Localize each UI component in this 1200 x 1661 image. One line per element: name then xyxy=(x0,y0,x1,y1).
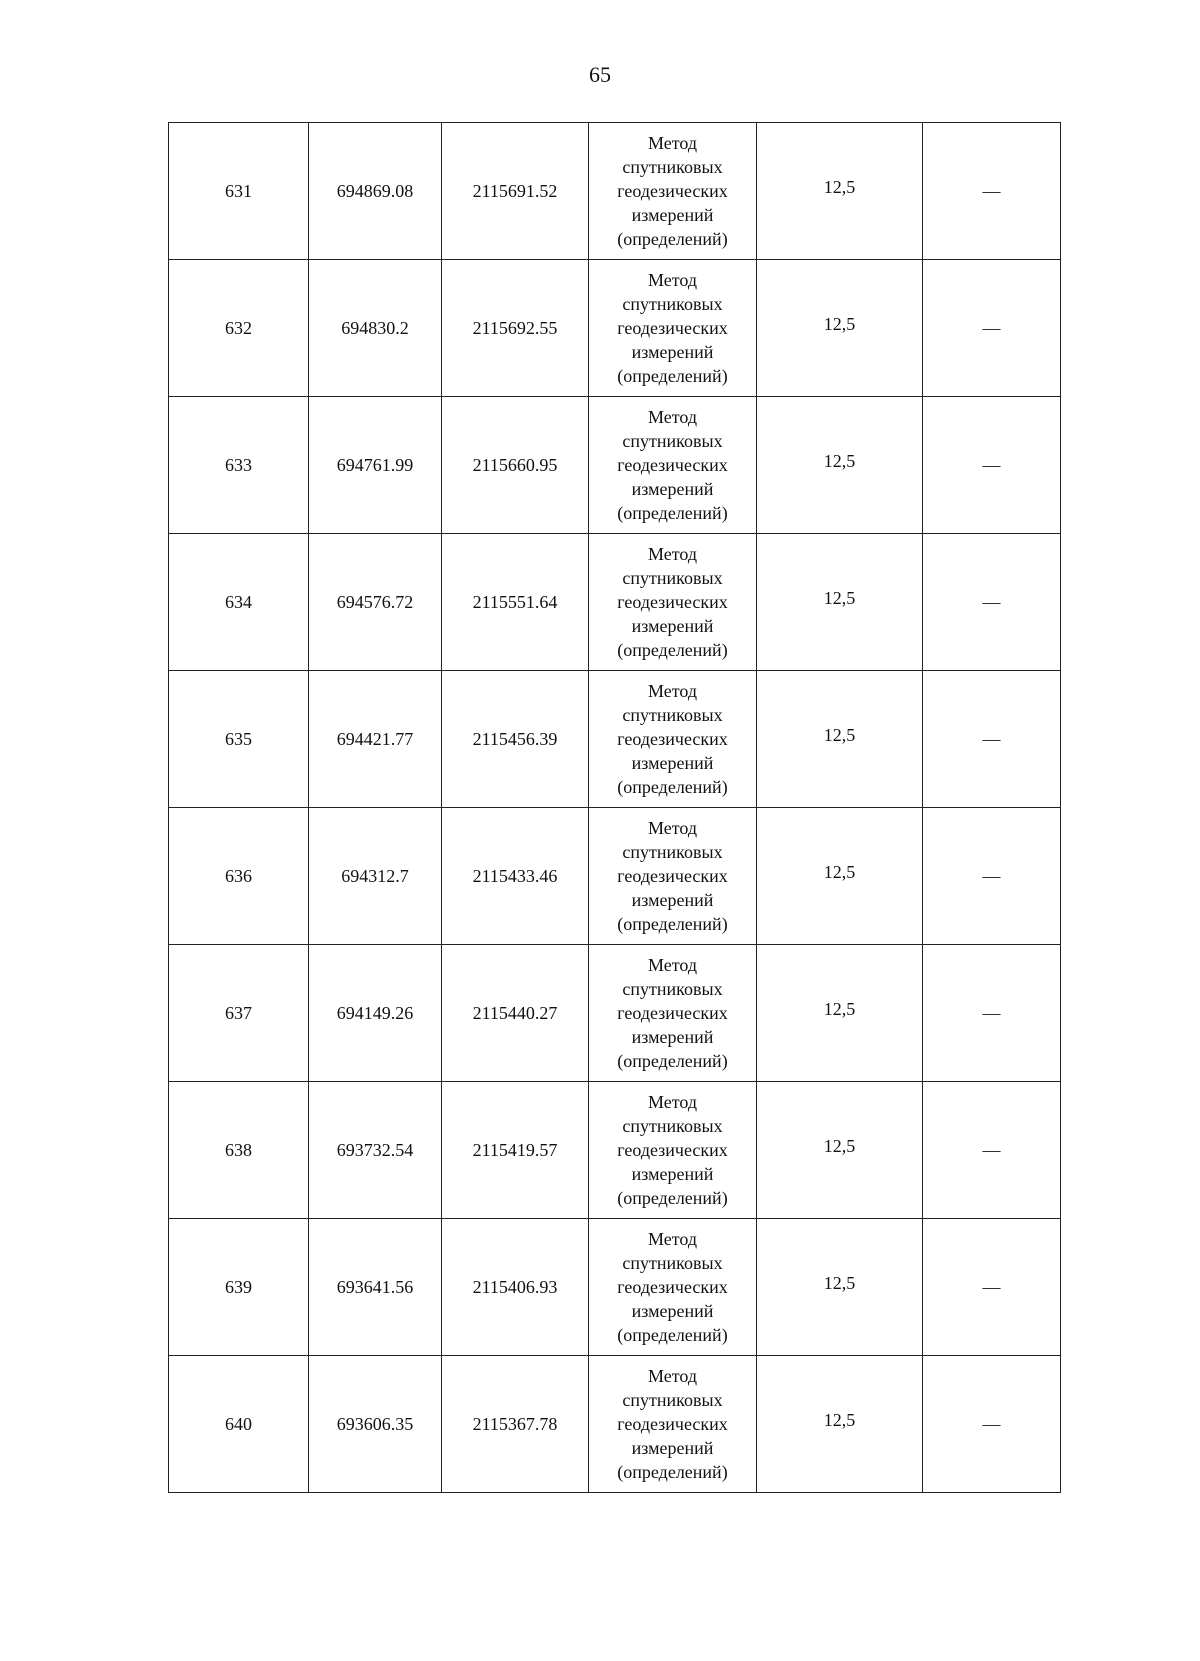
method-line: спутниковых xyxy=(622,294,723,314)
description-cell xyxy=(923,945,1061,1082)
method-line: Метод xyxy=(647,818,698,838)
accuracy-value: 12,5 xyxy=(823,1272,856,1293)
method-line: спутниковых xyxy=(622,842,723,862)
point-number-cell: 637 xyxy=(169,945,309,1082)
method-line: спутниковых xyxy=(622,1253,723,1273)
method-line: измерений xyxy=(631,753,714,773)
method-line: Метод xyxy=(647,1366,698,1386)
accuracy-value: 12,5 xyxy=(823,1135,856,1156)
x-coordinate-cell: 693732.54 xyxy=(309,1082,442,1219)
method-line: (определений) xyxy=(617,229,728,249)
method-line: измерений xyxy=(631,1301,714,1321)
point-number-cell: 635 xyxy=(169,671,309,808)
method-line: (определений) xyxy=(617,1051,728,1071)
method-line: геодезических xyxy=(617,1003,728,1023)
y-coordinate-cell: 2115440.27 xyxy=(442,945,589,1082)
method-line: Метод xyxy=(647,681,698,701)
dash-mark: — xyxy=(982,454,1001,475)
method-line: Метод xyxy=(647,133,698,153)
method-cell xyxy=(589,534,757,671)
y-coordinate-cell: 2115367.78 xyxy=(442,1356,589,1493)
method-line: Метод xyxy=(647,407,698,427)
x-coordinate-cell: 694761.99 xyxy=(309,397,442,534)
method-line: геодезических xyxy=(617,1277,728,1297)
method-line: измерений xyxy=(631,342,714,362)
accuracy-cell xyxy=(757,1219,923,1356)
method-line: измерений xyxy=(631,205,714,225)
method-line: спутниковых xyxy=(622,705,723,725)
table-row xyxy=(169,1219,1061,1356)
method-line: геодезических xyxy=(617,318,728,338)
method-line: измерений xyxy=(631,616,714,636)
y-coordinate-cell: 2115551.64 xyxy=(442,534,589,671)
method-cell xyxy=(589,808,757,945)
accuracy-value: 12,5 xyxy=(823,313,856,334)
accuracy-value: 12,5 xyxy=(823,861,856,882)
method-line: Метод xyxy=(647,544,698,564)
dash-mark: — xyxy=(982,1139,1001,1160)
x-coordinate-cell: 693641.56 xyxy=(309,1219,442,1356)
description-cell xyxy=(923,260,1061,397)
method-line: спутниковых xyxy=(622,431,723,451)
accuracy-value: 12,5 xyxy=(823,587,856,608)
description-cell xyxy=(923,808,1061,945)
accuracy-cell xyxy=(757,397,923,534)
method-line: измерений xyxy=(631,1027,714,1047)
y-coordinate-cell: 2115406.93 xyxy=(442,1219,589,1356)
method-line: измерений xyxy=(631,890,714,910)
method-cell xyxy=(589,397,757,534)
method-line: (определений) xyxy=(617,777,728,797)
method-line: Метод xyxy=(647,270,698,290)
method-cell xyxy=(589,1219,757,1356)
accuracy-cell xyxy=(757,1082,923,1219)
method-line: измерений xyxy=(631,1438,714,1458)
description-cell xyxy=(923,534,1061,671)
dash-mark: — xyxy=(982,591,1001,612)
method-line: измерений xyxy=(631,1164,714,1184)
point-number-cell: 640 xyxy=(169,1356,309,1493)
accuracy-value: 12,5 xyxy=(823,176,856,197)
accuracy-cell xyxy=(757,945,923,1082)
method-cell xyxy=(589,1356,757,1493)
table-row xyxy=(169,534,1061,671)
method-line: спутниковых xyxy=(622,1390,723,1410)
dash-mark: — xyxy=(982,865,1001,886)
method-line: геодезических xyxy=(617,181,728,201)
description-cell xyxy=(923,1219,1061,1356)
method-line: измерений xyxy=(631,479,714,499)
method-line: геодезических xyxy=(617,592,728,612)
coordinates-table xyxy=(168,122,1061,1493)
point-number-cell: 634 xyxy=(169,534,309,671)
method-cell xyxy=(589,671,757,808)
x-coordinate-cell: 694576.72 xyxy=(309,534,442,671)
method-line: (определений) xyxy=(617,914,728,934)
y-coordinate-cell: 2115691.52 xyxy=(442,123,589,260)
accuracy-value: 12,5 xyxy=(823,724,856,745)
accuracy-cell xyxy=(757,123,923,260)
method-line: (определений) xyxy=(617,1325,728,1345)
accuracy-cell xyxy=(757,671,923,808)
description-cell xyxy=(923,397,1061,534)
table-row xyxy=(169,260,1061,397)
method-line: геодезических xyxy=(617,1414,728,1434)
accuracy-cell xyxy=(757,808,923,945)
method-line: Метод xyxy=(647,1092,698,1112)
method-line: (определений) xyxy=(617,503,728,523)
y-coordinate-cell: 2115692.55 xyxy=(442,260,589,397)
method-line: спутниковых xyxy=(622,568,723,588)
dash-mark: — xyxy=(982,1413,1001,1434)
method-line: спутниковых xyxy=(622,979,723,999)
x-coordinate-cell: 694869.08 xyxy=(309,123,442,260)
accuracy-cell xyxy=(757,1356,923,1493)
dash-mark: — xyxy=(982,180,1001,201)
x-coordinate-cell: 694149.26 xyxy=(309,945,442,1082)
x-coordinate-cell: 693606.35 xyxy=(309,1356,442,1493)
dash-mark: — xyxy=(982,1002,1001,1023)
dash-mark: — xyxy=(982,317,1001,338)
method-line: спутниковых xyxy=(622,1116,723,1136)
point-number-cell: 638 xyxy=(169,1082,309,1219)
table-row xyxy=(169,671,1061,808)
method-line: геодезических xyxy=(617,455,728,475)
point-number-cell: 632 xyxy=(169,260,309,397)
method-cell xyxy=(589,260,757,397)
dash-mark: — xyxy=(982,1276,1001,1297)
method-line: геодезических xyxy=(617,866,728,886)
method-line: Метод xyxy=(647,1229,698,1249)
y-coordinate-cell: 2115456.39 xyxy=(442,671,589,808)
method-cell xyxy=(589,1082,757,1219)
method-cell xyxy=(589,945,757,1082)
method-line: (определений) xyxy=(617,640,728,660)
dash-mark: — xyxy=(982,728,1001,749)
description-cell xyxy=(923,1082,1061,1219)
page-number: 65 xyxy=(589,62,611,87)
accuracy-value: 12,5 xyxy=(823,998,856,1019)
accuracy-cell xyxy=(757,260,923,397)
point-number-cell: 636 xyxy=(169,808,309,945)
point-number-cell: 633 xyxy=(169,397,309,534)
method-line: (определений) xyxy=(617,1188,728,1208)
table-body xyxy=(169,123,1061,1493)
method-line: геодезических xyxy=(617,1140,728,1160)
table-row xyxy=(169,1356,1061,1493)
accuracy-cell xyxy=(757,534,923,671)
table-row xyxy=(169,808,1061,945)
method-line: (определений) xyxy=(617,366,728,386)
description-cell xyxy=(923,123,1061,260)
description-cell xyxy=(923,1356,1061,1493)
y-coordinate-cell: 2115433.46 xyxy=(442,808,589,945)
x-coordinate-cell: 694830.2 xyxy=(309,260,442,397)
method-line: (определений) xyxy=(617,1462,728,1482)
table-row xyxy=(169,397,1061,534)
description-cell xyxy=(923,671,1061,808)
point-number-cell: 631 xyxy=(169,123,309,260)
accuracy-value: 12,5 xyxy=(823,1409,856,1430)
y-coordinate-cell: 2115419.57 xyxy=(442,1082,589,1219)
table-row xyxy=(169,945,1061,1082)
method-cell xyxy=(589,123,757,260)
x-coordinate-cell: 694421.77 xyxy=(309,671,442,808)
method-line: спутниковых xyxy=(622,157,723,177)
table-row xyxy=(169,1082,1061,1219)
method-line: Метод xyxy=(647,955,698,975)
table-row xyxy=(169,123,1061,260)
y-coordinate-cell: 2115660.95 xyxy=(442,397,589,534)
accuracy-value: 12,5 xyxy=(823,450,856,471)
method-line: геодезических xyxy=(617,729,728,749)
x-coordinate-cell: 694312.7 xyxy=(309,808,442,945)
point-number-cell: 639 xyxy=(169,1219,309,1356)
